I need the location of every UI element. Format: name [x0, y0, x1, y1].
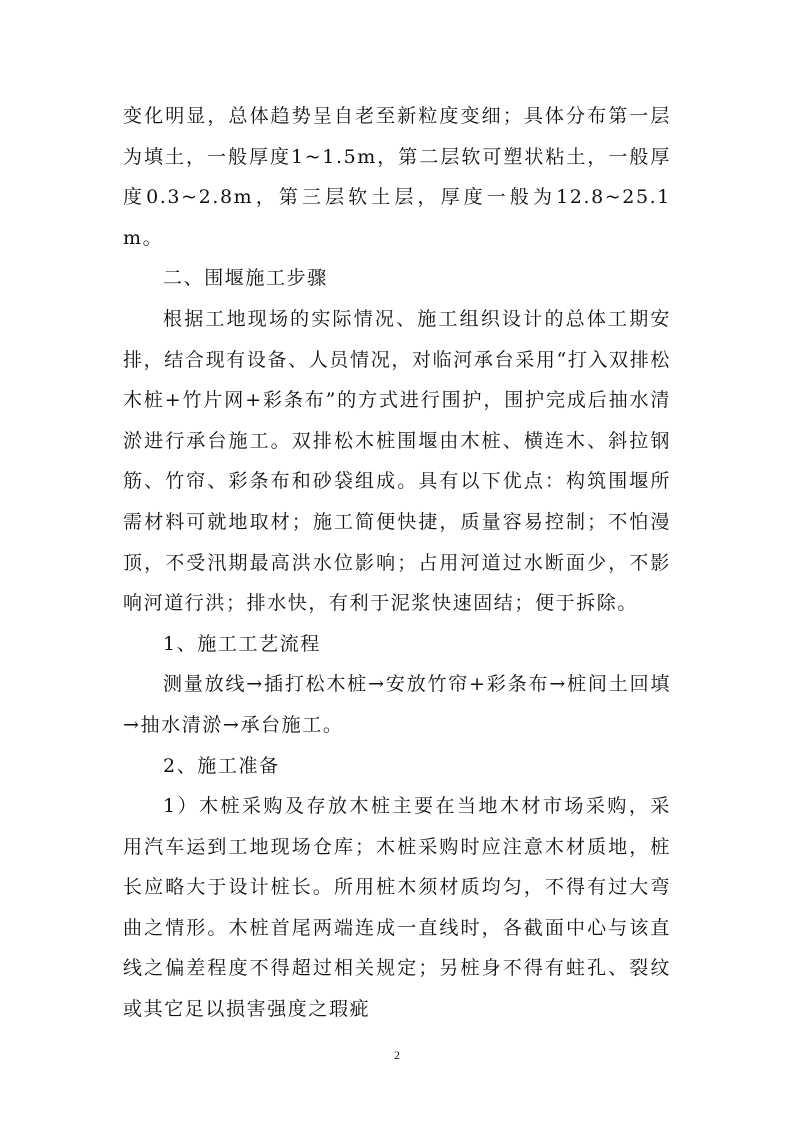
subheading-process-flow: 1、施工工艺流程: [163, 632, 321, 655]
section-heading-cofferdam-steps: 二、围堰施工步骤: [163, 267, 328, 290]
subheading-preparation: 2、施工准备: [163, 754, 280, 777]
document-body: [123, 96, 671, 1030]
paragraph-cofferdam-method: 根据工地现场的实际情况、施工组织设计的总体工期安排，结合现有设备、人员情况，对临河承台采用“打入双排松木桩+竹片网+彩条布”的方式进行围护，围护完成后抽水清淤进行承台施工。双排松木桩围堰由木桩、横连木、斜拉钢筋、竹帘、彩条布和砂袋组成。具有以下优点：构筑围堰所需材料可就地取材；施工简便快捷，质量容易控制；不怕漫顶，不受汛期最高洪水位影响；占用河道过水断面少，不影响河道行洪；排水快，有利于泥浆快速固结；便于拆除。: [123, 307, 671, 615]
paragraph-timber-pile-procurement: 1）木桩采购及存放木桩主要在当地木材市场采购，采用汽车运到工地现场仓库；木桩采购时应注意木材质地，桩长应略大于设计桩长。所用桩木须材质均匀，不得有过大弯曲之情形。木桩首尾两端连成一直线时，各截面中心与该直线之偏差程度不得超过相关规定；另桩身不得有蛀孔、裂纹或其它足以损害强度之瑕疵: [123, 795, 671, 1021]
paragraph-soil-layers: 变化明显，总体趋势呈自老至新粒度变细；具体分布第一层为填土，一般厚度1~1.5m，第二层软可塑状粘土，一般厚度0.3~2.8m，第三层软土层，厚度一般为12.8~25.1m。: [123, 105, 671, 249]
page-number: 2: [394, 1048, 400, 1062]
paragraph-process-flow: 测量放线→插打松木桩→安放竹帘+彩条布→桩间土回填→抽水清淤→承台施工。: [123, 673, 671, 736]
